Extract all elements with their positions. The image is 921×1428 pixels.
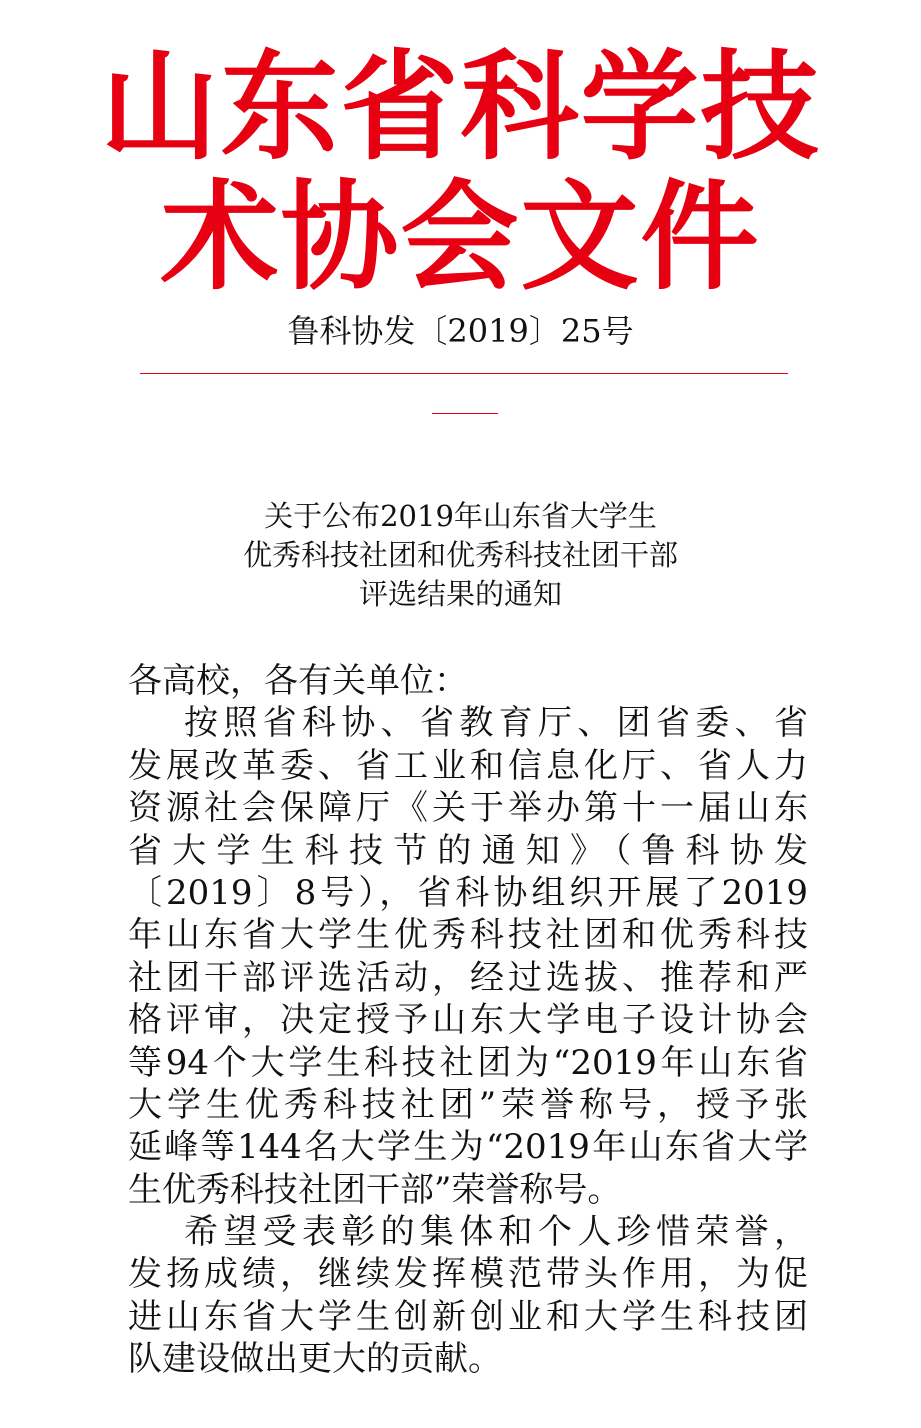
paragraph-line: 发展改革委、省工业和信息化厅、省人力	[128, 745, 808, 786]
paragraph-line: 格评审，决定授予山东大学电子设计协会	[128, 1000, 808, 1041]
paragraph-line: 省大学生科技节的通知》（鲁科协发	[128, 830, 808, 871]
paragraph-line: 资源社会保障厅《关于举办第十一届山东	[128, 788, 808, 829]
document-title-line-2: 术协会文件	[160, 168, 761, 306]
paragraph-line: 大学生优秀科技社团”荣誉称号，授予张	[128, 1084, 808, 1125]
paragraph-line: 社团干部评选活动，经过选拔、推荐和严	[128, 957, 808, 998]
paragraph-line: 年山东省大学生优秀科技社团和优秀科技	[128, 915, 808, 956]
paragraph-line: 发扬成绩，继续发挥模范带头作用，为促	[128, 1254, 808, 1295]
paragraph-line: 〔2019〕8号），省科协组织开展了2019	[128, 872, 808, 913]
notice-body	[128, 660, 808, 1381]
notice-heading-line: 关于公布2019年山东省大学生	[264, 499, 657, 533]
document-title-line-1: 山东省科学技	[100, 38, 821, 176]
paragraph-line: 队建设做出更大的贡献。	[128, 1339, 502, 1380]
salutation: 各高校，各有关单位：	[128, 661, 468, 701]
notice-heading-line: 优秀科技社团和优秀科技社团干部	[242, 538, 678, 572]
paragraph-line: 进山东省大学生创新创业和大学生科技团	[128, 1296, 808, 1337]
notice-heading-line: 评选结果的通知	[358, 577, 562, 611]
paragraph-line: 希望受表彰的集体和个人珍惜荣誉，	[184, 1212, 808, 1253]
red-divider-line	[140, 373, 788, 374]
paragraph-line: 按照省科协、省教育厅、团省委、省	[184, 703, 808, 744]
document-number: 鲁科协发〔2019〕25号	[287, 312, 634, 350]
paragraph-line: 等94个大学生科技社团为“2019年山东省	[128, 1042, 808, 1083]
notice-heading	[0, 497, 921, 614]
paragraph-line: 生优秀科技社团干部”荣誉称号。	[128, 1169, 622, 1210]
red-short-divider	[432, 413, 498, 414]
paragraph-line: 延峰等144名大学生为“2019年山东省大学	[128, 1127, 808, 1168]
